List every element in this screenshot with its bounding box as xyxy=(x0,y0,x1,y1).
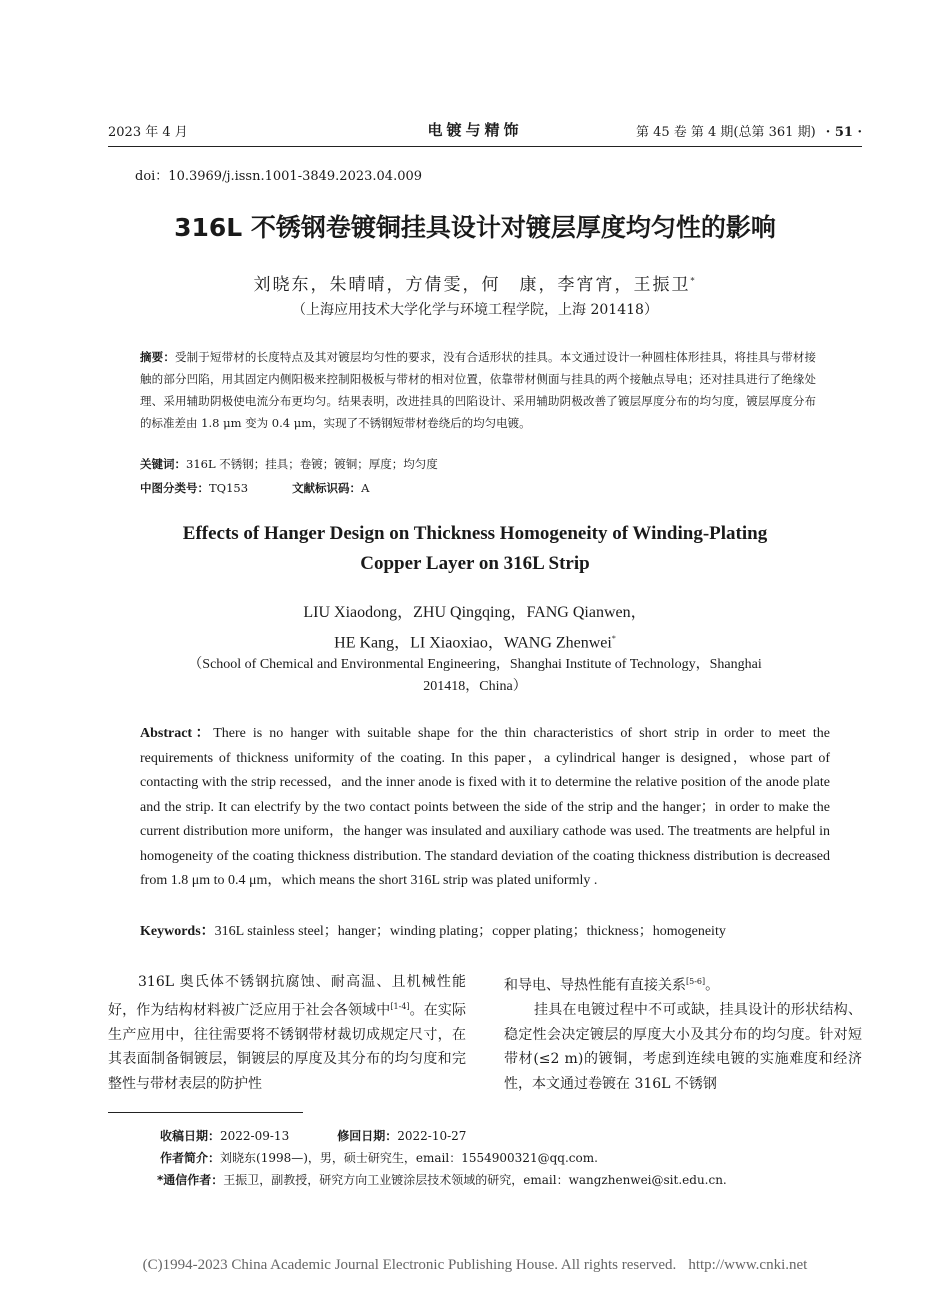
footnote-rule xyxy=(108,1112,303,1113)
citation-ref: [5-6] xyxy=(686,977,706,986)
body-left-text-a: 316L 奥氏体不锈钢抗腐蚀、耐高温、且机械性能好，作为结构材料被广泛应用于社会各领域中 xyxy=(108,974,466,1019)
affiliation-english xyxy=(0,654,950,698)
keywords-english xyxy=(140,920,726,940)
corresponding-label: *通信作者： xyxy=(157,1173,224,1187)
header-issue xyxy=(636,121,862,140)
corresponding-mark: * xyxy=(690,276,697,286)
doc-code-value: A xyxy=(361,481,370,495)
doc-code-label: 文献标识码： xyxy=(292,481,362,495)
affiliation-english-line1: （School of Chemical and Environmental Engineering，Shanghai Institute of Technology，Shanghai xyxy=(188,657,762,672)
corresponding-mark-en: * xyxy=(611,634,616,643)
revised-label: 修回日期： xyxy=(337,1129,398,1143)
keywords-chinese-text: 316L 不锈钢；挂具；卷镀；镀铜；厚度；均匀度 xyxy=(186,457,438,471)
body-right-para1 xyxy=(504,970,862,998)
author-bio-label: 作者简介： xyxy=(160,1151,221,1165)
authors-english xyxy=(0,600,950,656)
body-right-text-a: 和导电、导热性能有直接关系 xyxy=(504,977,686,994)
authors-english-line1: LIU Xiaodong，ZHU Qingqing，FANG Qianwen， xyxy=(303,604,647,621)
copyright-notice xyxy=(0,1257,950,1274)
copyright-text: (C)1994-2023 China Academic Journal Electronic Publishing House. All rights reserved. xyxy=(142,1257,677,1273)
received-label: 收稿日期： xyxy=(160,1129,221,1143)
abstract-chinese xyxy=(140,346,816,434)
title-english-line2: Copper Layer on 316L Strip xyxy=(360,553,590,574)
title-english-line1: Effects of Hanger Design on Thickness Homogeneity of Winding-Plating xyxy=(182,523,768,544)
body-left-text-b: 。在实际生产应用中，往往需要将不锈钢带材裁切成规定尺寸，在其表面制备铜镀层，铜镀层的厚度及其分布的均匀度和完整性与带材表层的防护性 xyxy=(108,1002,467,1092)
corresponding-info: 王振卫，副教授，研究方向工业镀涂层技术领域的研究，email：wangzhenwei@sit.edu.cn. xyxy=(223,1173,727,1187)
revised-date: 2022-10-27 xyxy=(397,1129,467,1143)
title-english xyxy=(0,519,950,579)
doi: doi：10.3969/j.issn.1001-3849.2023.04.009 xyxy=(135,169,423,184)
affiliation-chinese: （上海应用技术大学化学与环境工程学院，上海 201418） xyxy=(292,302,658,318)
keywords-chinese-label: 关键词： xyxy=(140,457,186,471)
abstract-chinese-label: 摘要： xyxy=(140,350,175,364)
abstract-chinese-text: 受制于短带材的长度特点及其对镀层均匀性的要求，没有合适形状的挂具。本文通过设计一种圆柱体形挂具，将挂具与带材接触的部分凹陷，用其固定内侧阳极来控制阳极板与带材的相对位置，依靠带材侧面与挂具的两个接触点导电；还对挂具进行了绝缘处理、采用辅助阴极使电流分布更均匀。结果表明，改进挂具的凹陷设计、采用辅助阴极改善了镀层厚度分布的均匀度，镀层厚度分布的标准差由 1.8 μm 变为 0.4 μm，实现了不锈钢短带材卷绕后的均匀电镀。 xyxy=(140,350,817,430)
clc-value: TQ153 xyxy=(209,481,249,495)
body-right-text-b: 。 xyxy=(705,977,720,994)
header-issue-text: 第 45 卷 第 4 期(总第 361 期) xyxy=(635,125,816,140)
footnote-dates xyxy=(160,1127,466,1144)
authors-english-line2: HE Kang，LI Xiaoxiao，WANG Zhenwei xyxy=(334,634,612,652)
citation-ref: [1-4] xyxy=(390,1001,410,1011)
header-rule xyxy=(108,146,862,147)
authors-chinese-text: 刘晓东，朱晴晴，方倩雯，何 康，李宵宵，王振卫 xyxy=(253,275,691,295)
abstract-english-label: Abstract： xyxy=(140,726,214,741)
header-date: 2023 年 4 月 xyxy=(108,125,188,140)
author-bio: 刘晓东(1998—)，男，硕士研究生，email：1554900321@qq.com. xyxy=(220,1151,598,1165)
footnote-corresponding xyxy=(157,1171,727,1188)
body-column-left xyxy=(108,970,466,1096)
cnki-link[interactable]: http://www.cnki.net xyxy=(688,1257,808,1273)
clc-label: 中图分类号： xyxy=(140,481,209,495)
footnote-author xyxy=(160,1149,598,1166)
keywords-chinese xyxy=(140,456,438,472)
body-column-right xyxy=(504,970,862,1096)
authors-english-line2-wrap xyxy=(0,626,950,656)
abstract-english xyxy=(140,722,830,894)
header-page-number: · 51 · xyxy=(825,125,862,140)
body-right-para2: 挂具在电镀过程中不可或缺，挂具设计的形状结构、稳定性会决定镀层的厚度大小及其分布的均匀度。针对短带材(≤2 m)的镀铜，考虑到连续电镀的实施难度和经济性，本文通过卷镀在 316L 不锈钢 xyxy=(504,1002,862,1092)
received-date: 2022-09-13 xyxy=(220,1129,290,1143)
affiliation-english-line2: 201418，China） xyxy=(423,679,527,694)
keywords-english-text: 316L stainless steel；hanger；winding plating；copper plating；thickness；homogeneity xyxy=(214,924,726,939)
abstract-english-text: There is no hanger with suitable shape for the thin characteristics of short strip in order to meet the requirements of thickness uniformity of the coating. In this paper，a cylindrical hanger is designed，whose part of contacting with the strip recessed，and the inner anode is fixed with it to determine the relative position of the anode plate and the strip. It can electrify by the two contact points between the side of the strip and the hanger；in order to make the current distribution more uniform，the hanger was insulated and auxiliary cathode was used. The treatments are helpful in homogeneity of the coating thickness distribution. The standard deviation of the coating thickness distribution is decreased from 1.8 μm to 0.4 μm，which means the short 316L strip was plated uniformly . xyxy=(140,726,830,888)
authors-chinese xyxy=(0,270,950,295)
keywords-english-label: Keywords： xyxy=(140,924,215,939)
header-journal-name: 电镀与精饰 xyxy=(427,121,523,139)
classification-line xyxy=(140,480,369,496)
title-chinese: 316L 不锈钢卷镀铜挂具设计对镀层厚度均匀性的影响 xyxy=(174,213,776,242)
